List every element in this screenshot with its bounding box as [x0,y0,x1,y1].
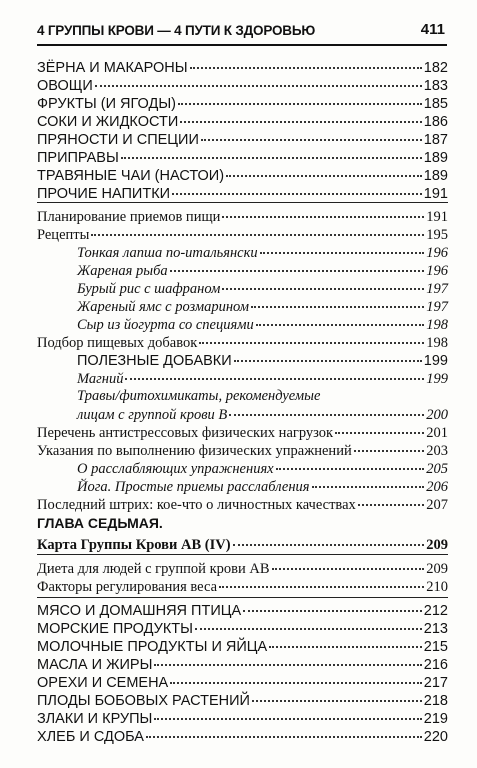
toc-entry: МЯСО И ДОМАШНЯЯ ПТИЦА 212 [37,601,448,619]
toc-entry: ЗЁРНА И МАКАРОНЫ 182 [37,58,448,76]
toc-subentry-line1: Травы/фитохимикаты, рекомендуемые [77,388,321,404]
toc-entry: ХЛЕБ И СДОБА 220 [37,727,448,745]
toc-entry: ЗЛАКИ И КРУПЫ 219 [37,709,448,727]
toc-entry: Планирование приемов пищи 191 [37,207,448,225]
section-divider [37,202,448,203]
toc-entry: МАСЛА И ЖИРЫ 216 [37,655,448,673]
toc-entry: ОРЕХИ И СЕМЕНА 217 [37,673,448,691]
toc-entry: Подбор пищевых добавок 198 [37,333,448,351]
toc-entry: Рецепты 195 [37,225,448,243]
toc-subentry: Бурый рис с шафраном 197 [77,279,448,297]
toc-entry: Диета для людей с группой крови АВ 209 [37,559,448,577]
toc-entry: ОВОЩИ 183 [37,76,448,94]
toc-subentry: Тонкая лапша по-итальянски 196 [77,243,448,261]
toc-entry: ФРУКТЫ (И ЯГОДЫ) 185 [37,94,448,112]
toc-entry: Факторы регулирования веса 210 [37,577,448,595]
toc-subentry: Сыр из йогурта со специями 198 [77,315,448,333]
running-header [37,20,447,46]
toc-subentry: Йога. Простые приемы расслабления 206 [77,477,448,495]
toc-subentry: Жареная рыба 196 [77,261,448,279]
toc-subentry: Жареный ямс с розмарином 197 [77,297,448,315]
chapter-heading: ГЛАВА СЕДЬМАЯ. [37,515,163,531]
toc-subentry: лицам с группой крови В 200 [77,405,448,423]
toc-entry: ПРОЧИЕ НАПИТКИ 191 [37,184,448,202]
toc-entry: ТРАВЯНЫЕ ЧАИ (НАСТОИ) 189 [37,166,448,184]
toc-subentry: Магний 199 [77,369,448,387]
page-number: 411 [420,21,445,38]
toc-entry: МОЛОЧНЫЕ ПРОДУКТЫ И ЯЙЦА 215 [37,637,448,655]
toc-entry: СОКИ И ЖИДКОСТИ 186 [37,112,448,130]
toc-subentry: ПОЛЕЗНЫЕ ДОБАВКИ 199 [77,351,448,369]
toc-entry: Перечень антистрессовых физических нагрузок 201 [37,423,448,441]
toc-entry: ПРИПРАВЫ 189 [37,148,448,166]
running-header-title: 4 ГРУППЫ КРОВИ — 4 ПУТИ К ЗДОРОВЬЮ [37,23,316,38]
section-divider [37,554,448,555]
chapter-title-entry: Карта Группы Крови АВ (IV) 209 [37,535,448,553]
toc-subentry: О расслабляющих упражнениях 205 [77,459,448,477]
toc-entry: ПЛОДЫ БОБОВЫХ РАСТЕНИЙ 218 [37,691,448,709]
toc-entry: МОРСКИЕ ПРОДУКТЫ 213 [37,619,448,637]
toc-entry: Указания по выполнению физических упражнений 203 [37,441,448,459]
toc-entry: Последний штрих: кое-что о личностных качествах 207 [37,495,448,513]
toc-entry: ПРЯНОСТИ И СПЕЦИИ 187 [37,130,448,148]
